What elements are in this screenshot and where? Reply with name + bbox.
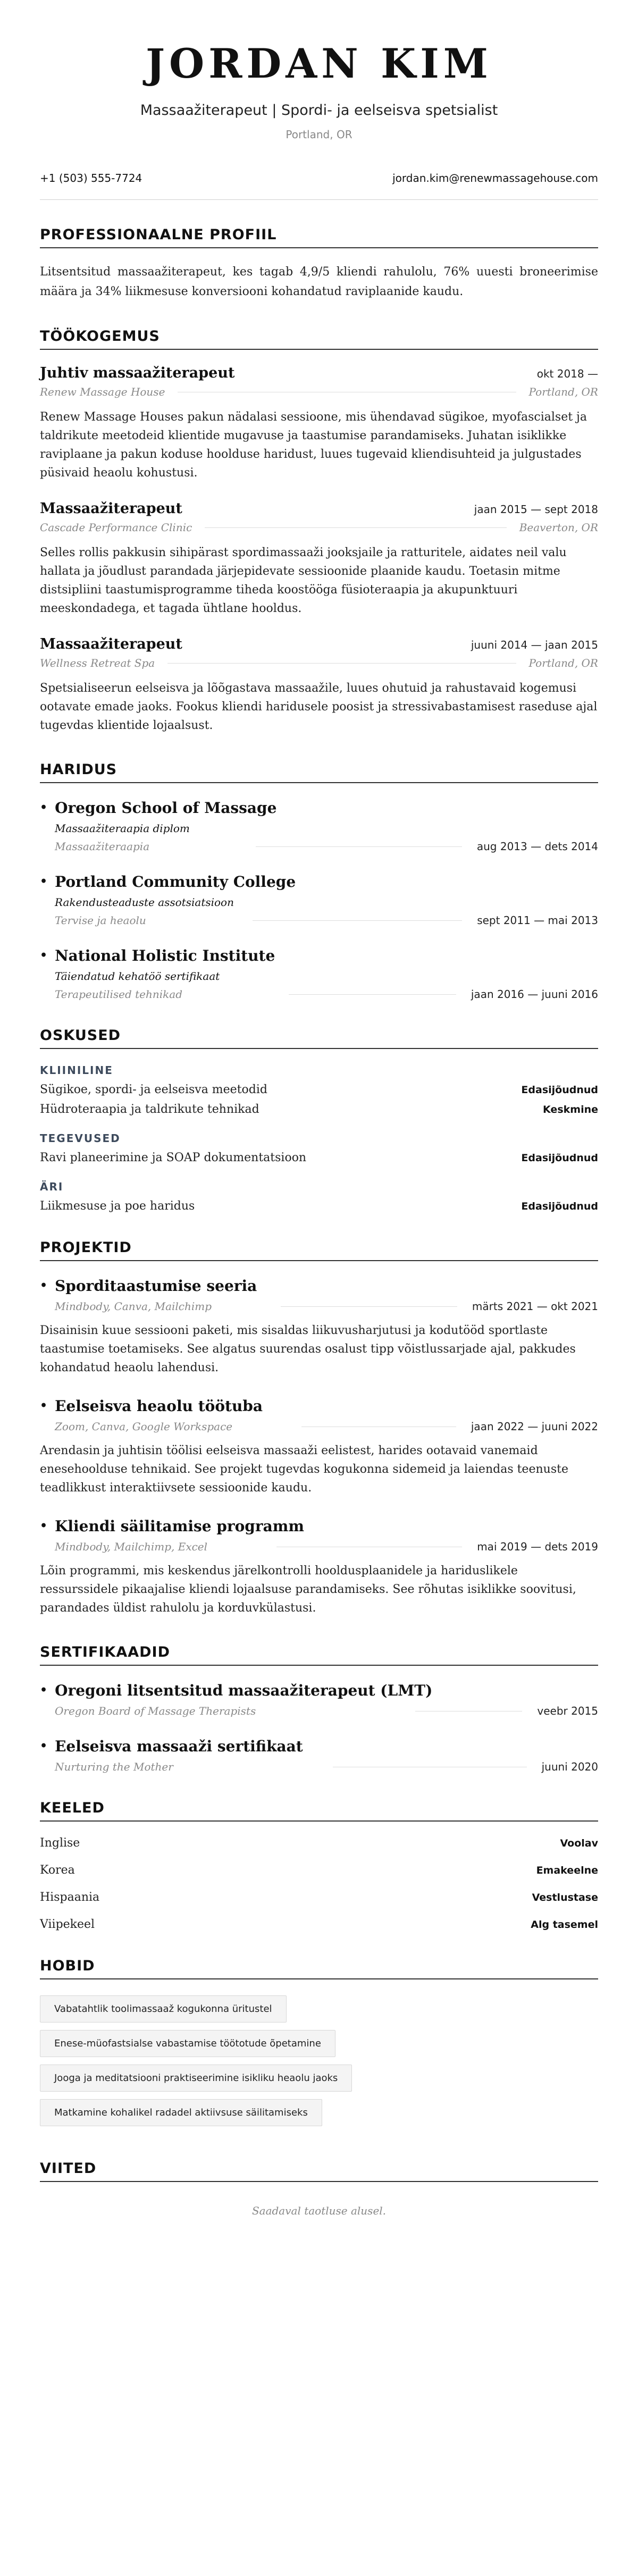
bullet-icon: • (40, 801, 48, 815)
language-level: Alg tasemel (531, 1919, 598, 1931)
degree-name: Massaažiteraapia diplom (55, 822, 190, 835)
education-dates: aug 2013 — dets 2014 (476, 840, 598, 853)
field-of-study: Terapeutilised tehnikad (55, 988, 182, 1001)
education-header (40, 873, 598, 891)
language-row (40, 1918, 598, 1931)
project-name: Kliendi säilitamise programm (55, 1517, 305, 1535)
job-title: Massaažiterapeut (40, 636, 182, 652)
section-title: PROJEKTID (40, 1239, 598, 1261)
certification-name: Eelseisva massaaži sertifikaat (55, 1738, 303, 1755)
skill-name: Ravi planeerimine ja SOAP dokumentatsioon (40, 1151, 307, 1164)
project-description: Lõin programmi, mis keskendus järelkontrolli hooldusplaanidele ja hariduslikele ressurssidele pikaajalise kliendi lojaalsuse parandamiseks. See rõhutas isiklikke soovitusi, parandades üldist rahulolu ja korduvkülastusi. (40, 1564, 576, 1615)
job-meta (40, 385, 598, 398)
project-tools: Mindbody, Mailchimp, Excel (55, 1540, 208, 1553)
project-header (40, 1397, 598, 1415)
skill-category: KLIINILINE (40, 1064, 113, 1077)
job-header (40, 500, 598, 517)
job-title: Massaažiterapeut (40, 500, 182, 517)
bullet-icon: • (40, 1739, 48, 1753)
bullet-icon: • (40, 1399, 48, 1413)
education-dates: jaan 2016 — juuni 2016 (471, 988, 598, 1001)
bullet-icon: • (40, 1519, 48, 1533)
leader-line (167, 663, 516, 664)
project-name: Sporditaastumise seeria (55, 1277, 257, 1295)
language-name: Inglise (40, 1836, 80, 1850)
project-dates: jaan 2022 — juuni 2022 (471, 1420, 598, 1433)
education-entry (40, 873, 598, 927)
language-name: Hispaania (40, 1891, 100, 1904)
section-title: HARIDUS (40, 761, 598, 783)
job-location: Portland, OR (528, 657, 598, 669)
education-entry (40, 947, 598, 1001)
education-section (40, 761, 598, 1001)
profile-section (40, 226, 598, 301)
header-divider (40, 199, 598, 200)
leader-line (256, 846, 462, 847)
skill-level: Edasijõudnud (521, 1201, 598, 1212)
project-name: Eelseisva heaolu töötuba (55, 1397, 263, 1415)
job-location: Beaverton, OR (519, 521, 598, 534)
skill-category: ÄRI (40, 1180, 64, 1193)
section-title: KEELED (40, 1800, 598, 1822)
certification-issuer: Oregon Board of Massage Therapists (55, 1705, 256, 1717)
project-dates: märts 2021 — okt 2021 (472, 1300, 598, 1313)
education-meta (55, 914, 598, 927)
certification-meta (55, 1705, 598, 1717)
certifications-section (40, 1644, 598, 1773)
skill-row (40, 1199, 598, 1213)
phone-number[interactable]: +1 (503) 555-7724 (40, 172, 142, 184)
certification-meta (55, 1760, 598, 1773)
job-header (40, 636, 598, 652)
candidate-location: Portland, OR (286, 128, 352, 141)
employer-name: Wellness Retreat Spa (40, 657, 155, 669)
language-row (40, 1891, 598, 1904)
language-level: Vestlustase (532, 1892, 598, 1903)
hobby-row (40, 2030, 598, 2065)
job-description: Spetsialiseerun eelseisva ja lõõgastava massaažile, luues ohutuid ja rahustavaid kogemusi ootavate emade jaoks. Fookus kliendi haridusele poosist ja stressivabastamisest raseduse ajal tugevdas klientide lojaalsust. (40, 682, 598, 732)
bullet-icon: • (40, 875, 48, 888)
job-description: Selles rollis pakkusin sihipärast spordimassaaži jooksjaile ja ratturitele, aidates neil valu hallata ja jõudlust parandada järjepidevate sessioonide plaanide kaudu. Toetasin mitme distsipliini taastumisprogramme tiheda koostööga füsioteraapia ja akupunktuuri meeskondadega, et tagada ühtlane hooldus. (40, 546, 567, 615)
language-level: Voolav (560, 1837, 598, 1849)
degree-name: Rakendusteaduste assotsiatsioon (55, 896, 234, 909)
hobby-row (40, 1995, 598, 2030)
certification-entry (40, 1682, 598, 1717)
certification-date: veebr 2015 (537, 1705, 598, 1717)
leader-line (281, 1306, 457, 1307)
job-description: Renew Massage Houses pakun nädalasi sessioone, mis ühendavad sügikoe, myofascialset ja taldrikute meetodeid klientide mugavuse ja taastumise parandamiseks. Juhatan isiklikke raviplaane ja pakun koduse hoolduse haridust, luues tugevaid kliendisuhteid ja julgustades püsivaid heaolu kohustusi. (40, 410, 587, 480)
language-row (40, 1864, 598, 1877)
project-description: Disainisin kuue sessiooni paketi, mis sisaldas liikuvusharjutusi ja kodutööd sportlaste taastumise toetamiseks. See algatus suurendas osalust tipp võistlussarjade ajal, pakkudes kohandatud heaolu lahendusi. (40, 1324, 576, 1374)
hobby-tag: Enese-müofastsialse vabastamise töötotude õpetamine (40, 2030, 335, 2057)
education-header (40, 947, 598, 964)
project-header (40, 1277, 598, 1295)
project-entry (40, 1397, 598, 1497)
job-dates: okt 2018 — (536, 367, 598, 380)
candidate-tagline: Massaažiterapeut | Spordi- ja eelseisva spetsialist (140, 102, 498, 119)
hobbies-section (40, 1958, 598, 2134)
project-tools: Zoom, Canva, Google Workspace (55, 1420, 233, 1433)
experience-section (40, 328, 598, 735)
languages-section (40, 1800, 598, 1931)
leader-line (253, 920, 462, 921)
job-header (40, 365, 598, 381)
references-section (40, 2160, 598, 2217)
project-meta (55, 1540, 598, 1553)
school-name: National Holistic Institute (55, 947, 275, 964)
references-note: Saadaval taotluse alusel. (251, 2204, 387, 2217)
project-meta (55, 1300, 598, 1313)
skill-row (40, 1151, 598, 1164)
job-dates: jaan 2015 — sept 2018 (474, 503, 598, 516)
hobby-row (40, 2065, 598, 2099)
job-entry (40, 636, 598, 735)
job-location: Portland, OR (528, 385, 598, 398)
bullet-icon: • (40, 1683, 48, 1697)
job-dates: juuni 2014 — jaan 2015 (471, 639, 598, 651)
skills-section (40, 1027, 598, 1213)
degree-name: Täiendatud kehatöö sertifikaat (55, 970, 220, 983)
certification-entry (40, 1738, 598, 1773)
profile-text: Litsentsitud massaažiterapeut, kes tagab 4,9/5 kliendi rahulolu, 76% uuesti broneerimise määra ja 34% liikmesuse konversiooni kohandatud raviplaanide kaudu. (40, 265, 598, 298)
section-title: TÖÖKOGEMUS (40, 328, 598, 350)
job-title: Juhtiv massaažiterapeut (40, 365, 235, 381)
field-of-study: Tervise ja heaolu (55, 914, 146, 927)
leader-line (205, 527, 506, 528)
project-header (40, 1517, 598, 1535)
education-dates: sept 2011 — mai 2013 (477, 914, 598, 927)
education-header (40, 799, 598, 817)
language-name: Korea (40, 1864, 75, 1877)
hobby-tag: Jooga ja meditatsiooni praktiseerimine isikliku heaolu jaoks (40, 2065, 352, 2092)
section-title: SERTIFIKAADID (40, 1644, 598, 1666)
resume-header (40, 0, 598, 141)
candidate-name: JORDAN KIM (146, 40, 492, 87)
education-entry (40, 799, 598, 853)
certification-date: juuni 2020 (541, 1760, 598, 1773)
certification-header (40, 1682, 598, 1699)
bullet-icon: • (40, 1279, 48, 1293)
skill-name: Sügikoe, spordi- ja eelseisva meetodid (40, 1083, 267, 1096)
job-entry (40, 365, 598, 482)
section-title: HOBID (40, 1958, 598, 1979)
email-address[interactable]: jordan.kim@renewmassagehouse.com (392, 172, 598, 184)
skill-category: TEGEVUSED (40, 1132, 121, 1145)
field-of-study: Massaažiteraapia (55, 840, 150, 853)
certification-name: Oregoni litsentsitud massaažiterapeut (LMT) (55, 1682, 433, 1699)
hobby-row (40, 2099, 598, 2134)
skill-level: Edasijõudnud (521, 1084, 598, 1096)
projects-section (40, 1239, 598, 1617)
skill-name: Hüdroteraapia ja taldrikute tehnikad (40, 1103, 259, 1116)
education-meta (55, 988, 598, 1001)
hobby-tag: Vabatahtlik toolimassaaž kogukonna üritustel (40, 1995, 287, 2023)
project-entry (40, 1517, 598, 1617)
project-entry (40, 1277, 598, 1377)
school-name: Oregon School of Massage (55, 799, 277, 817)
job-meta (40, 657, 598, 669)
project-tools: Mindbody, Canva, Mailchimp (55, 1300, 212, 1313)
project-description: Arendasin ja juhtisin töölisi eelseisva massaaži eelistest, harides ootavaid vanemaid enesehoolduse tehnikaid. See projekt tugevdas kogukonna sidemeid ja laiendas teenuste teadlikkust interaktiivsete sessioonide kaudu. (40, 1444, 568, 1495)
project-meta (55, 1420, 598, 1433)
language-name: Viipekeel (40, 1918, 95, 1931)
language-row (40, 1836, 598, 1850)
employer-name: Renew Massage House (40, 385, 165, 398)
certification-issuer: Nurturing the Mother (55, 1760, 173, 1773)
project-dates: mai 2019 — dets 2019 (477, 1540, 598, 1553)
skill-level: Keskmine (543, 1104, 598, 1115)
skill-level: Edasijõudnud (521, 1152, 598, 1164)
skill-row (40, 1083, 598, 1096)
job-entry (40, 500, 598, 618)
job-meta (40, 521, 598, 534)
language-level: Emakeelne (536, 1865, 598, 1876)
school-name: Portland Community College (55, 873, 296, 891)
section-title: OSKUSED (40, 1027, 598, 1049)
section-title: VIITED (40, 2160, 598, 2182)
education-meta (55, 840, 598, 853)
skill-row (40, 1103, 598, 1116)
certification-header (40, 1738, 598, 1755)
hobby-tag: Matkamine kohalikel radadel aktiivsuse säilitamiseks (40, 2099, 322, 2126)
skill-name: Liikmesuse ja poe haridus (40, 1199, 195, 1213)
leader-line (289, 994, 456, 995)
section-title: PROFESSIONAALNE PROFIIL (40, 226, 598, 248)
contact-row (40, 172, 598, 184)
employer-name: Cascade Performance Clinic (40, 521, 192, 534)
bullet-icon: • (40, 949, 48, 962)
